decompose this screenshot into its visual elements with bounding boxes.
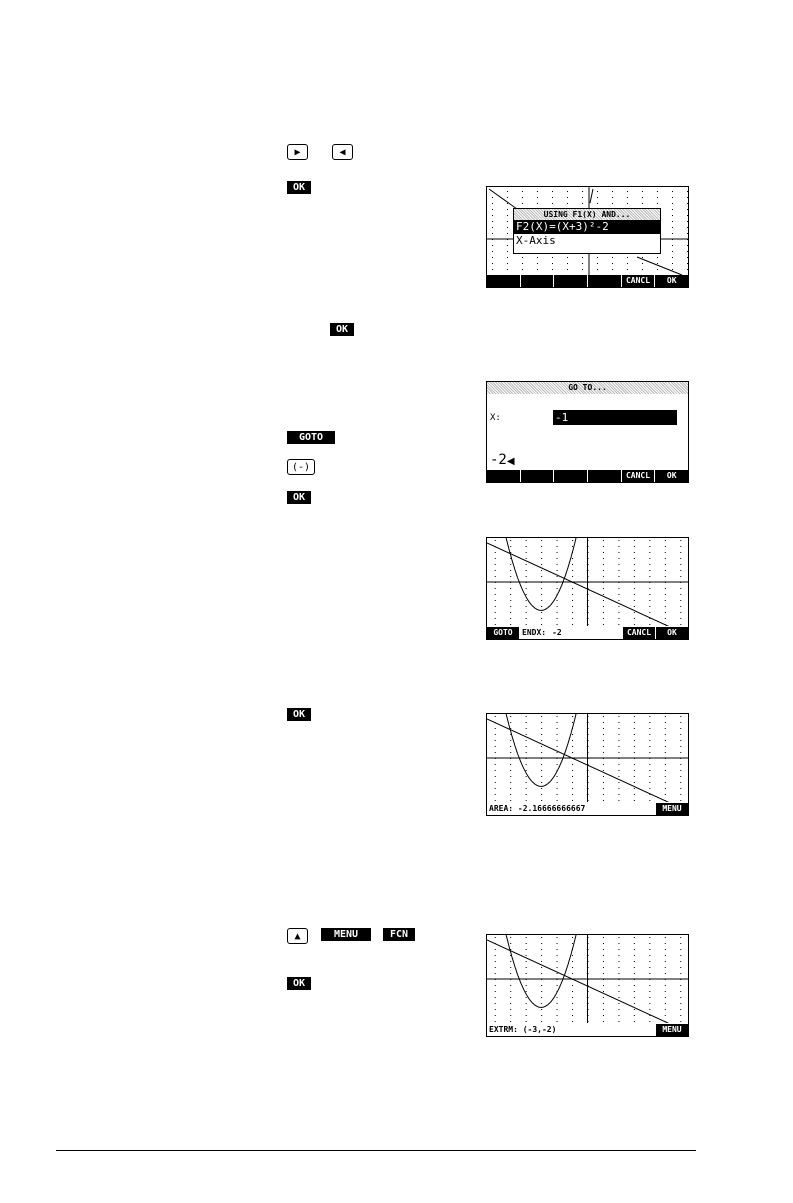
edit-line-text: -2	[490, 452, 507, 468]
fcn-softkey[interactable]: FCN	[383, 928, 415, 941]
up-arrow-key[interactable]: ▲	[287, 928, 308, 944]
softkey-4[interactable]	[588, 470, 622, 482]
right-arrow-key[interactable]: ▶	[287, 144, 308, 160]
ok-softkey[interactable]: OK	[666, 276, 677, 285]
softkey-3[interactable]	[554, 470, 588, 482]
goto-softkey[interactable]: GOTO	[487, 627, 519, 639]
option-x-axis[interactable]: X-Axis	[516, 234, 556, 247]
softkey-3[interactable]	[554, 275, 588, 287]
x-field-label: X:	[490, 413, 501, 423]
goto-softkey[interactable]: GOTO	[287, 431, 335, 444]
softkey-4[interactable]	[588, 275, 622, 287]
softkey-1[interactable]	[487, 470, 521, 482]
calculator-screen-endx	[486, 537, 689, 640]
softkey-bar	[487, 470, 688, 482]
softkey-1[interactable]	[487, 275, 521, 287]
function-plot	[487, 538, 688, 626]
x-field-input[interactable]: -1	[553, 410, 677, 425]
ok-softkey[interactable]: OK	[666, 471, 677, 480]
ok-softkey[interactable]: OK	[287, 708, 311, 721]
softkey-2[interactable]	[521, 275, 555, 287]
dialog-title: USING F1(X) AND...	[514, 209, 660, 220]
ok-softkey[interactable]: OK	[287, 977, 311, 990]
function-plot	[487, 935, 688, 1023]
left-arrow-key[interactable]: ◀	[332, 144, 353, 160]
status-bar	[487, 1023, 688, 1036]
endx-value: -2	[552, 628, 562, 637]
calculator-screen-area	[486, 713, 689, 816]
softkey-2[interactable]	[521, 470, 555, 482]
edit-line[interactable]	[490, 452, 515, 470]
status-bar	[487, 626, 688, 639]
ok-softkey[interactable]: OK	[287, 181, 311, 194]
select-dialog	[513, 208, 661, 254]
ok-softkey[interactable]: OK	[287, 491, 311, 504]
calculator-screen-select-function	[486, 186, 689, 288]
ok-softkey[interactable]: OK	[656, 627, 688, 639]
negate-key[interactable]: (-)	[287, 459, 315, 475]
status-bar	[487, 802, 688, 815]
cancel-softkey[interactable]: CANCL	[622, 470, 656, 482]
cancel-softkey[interactable]: CANCL	[623, 627, 655, 639]
softkey-bar	[487, 275, 688, 287]
cancel-softkey[interactable]: CANCL	[622, 275, 656, 287]
calculator-screen-goto	[486, 381, 689, 483]
menu-softkey[interactable]: MENU	[321, 928, 371, 941]
ok-softkey[interactable]: OK	[330, 323, 354, 336]
menu-softkey[interactable]: MENU	[656, 803, 688, 815]
area-result: AREA: -2.16666666667	[489, 804, 586, 813]
function-plot	[487, 714, 688, 802]
footer-rule	[56, 1150, 696, 1151]
extremum-result: EXTRM: (-3,-2)	[489, 1025, 557, 1034]
calculator-screen-extremum	[486, 934, 689, 1037]
goto-title: GO TO...	[487, 382, 688, 394]
option-selected[interactable]: F2(X)=(X+3)²-2	[514, 220, 660, 234]
cursor-icon: ◀	[506, 456, 515, 467]
endx-label: ENDX:	[522, 628, 547, 637]
menu-softkey[interactable]: MENU	[656, 1024, 688, 1036]
